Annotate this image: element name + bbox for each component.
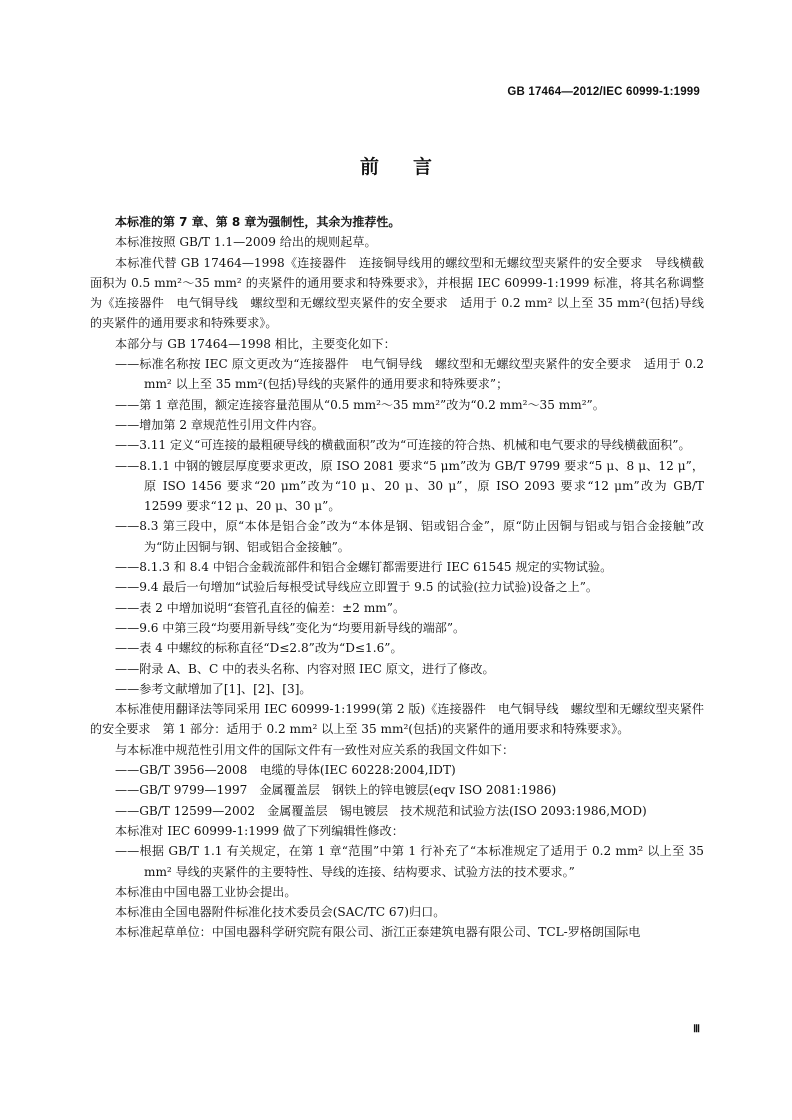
- standard-code-header: GB 17464—2012/IEC 60999-1:1999: [507, 86, 700, 98]
- list-item: ——GB/T 3956—2008 电缆的导体(IEC 60228:2004,IDT): [115, 763, 456, 778]
- document-body: [90, 212, 704, 943]
- list-item: ——增加第 2 章规范性引用文件内容。: [115, 417, 324, 432]
- paragraph: 与本标准中规范性引用文件的国际文件有一致性对应关系的我国文件如下：: [115, 742, 515, 757]
- list-item: ——9.6 中第三段“均要用新导线”变化为“均要用新导线的端部”。: [115, 620, 466, 635]
- list-item: ——GB/T 9799—1997 金属覆盖层 钢铁上的锌电镀层(eqv ISO 2081:1986): [115, 783, 557, 798]
- list-item: ——附录 A、B、C 中的表头名称、内容对照 IEC 原文，进行了修改。: [115, 661, 495, 676]
- page-number: Ⅲ: [693, 1024, 700, 1035]
- list-item: ——8.3 第三段中，原“本体是铝合金”改为“本体是钢、铝或铝合金”，原“防止因铜与铝或与铝合金接触”改为“防止因铜与钢、铝或铝合金接触”。: [115, 519, 704, 554]
- paragraph: 本标准的第 7 章、第 8 章为强制性，其余为推荐性。: [115, 215, 401, 229]
- list-item: ——标准名称按 IEC 原文更改为“连接器件 电气铜导线 螺纹型和无螺纹型夹紧件的安全要求 适用于 0.2 mm² 以上至 35 mm²(包括)导线的夹紧件的通用要求和特殊要求”；: [115, 357, 704, 392]
- list-item: ——8.1.1 中钢的镀层厚度要求更改，原 ISO 2081 要求“5 μm”改为 GB/T 9799 要求“5 μ、8 μ、12 μ”，原 ISO 1456 要求“20 μm”改为“10 μ、20 μ、30 μ”，原 ISO 2093 要求“12 μm”改为 GB/T 12599 要求“12 μ、20 μ、30 μ”。: [115, 458, 704, 514]
- paragraph: 本部分与 GB 17464—1998 相比，主要变化如下：: [115, 336, 396, 351]
- paragraph: 本标准起草单位：中国电器科学研究院有限公司、浙江正泰建筑电器有限公司、TCL-罗格朗国际电: [115, 925, 641, 940]
- paragraph: 本标准由中国电器工业协会提出。: [115, 884, 297, 899]
- list-item: ——表 2 中增加说明“套管孔直径的偏差：±2 mm”。: [115, 600, 406, 615]
- paragraph: 本标准使用翻译法等同采用 IEC 60999-1:1999(第 2 版)《连接器件 电气铜导线 螺纹型和无螺纹型夹紧件的安全要求 第 1 部分：适用于 0.2 mm² 以上至 35 mm²(包括)的夹紧件的通用要求和特殊要求》。: [90, 702, 704, 737]
- paragraph: 本标准由全国电器附件标准化技术委员会(SAC/TC 67)归口。: [115, 905, 446, 920]
- paragraph: 本标准对 IEC 60999-1:1999 做了下列编辑性修改：: [115, 823, 404, 838]
- list-item: ——9.4 最后一句增加“试验后每根受试导线应立即置于 9.5 的试验(拉力试验)设备之上”。: [115, 580, 598, 595]
- list-item: ——表 4 中螺纹的标称直径“D≤2.8”改为“D≤1.6”。: [115, 641, 403, 656]
- list-item: ——GB/T 12599—2002 金属覆盖层 锡电镀层 技术规范和试验方法(ISO 2093:1986,MOD): [115, 803, 647, 818]
- paragraph: 本标准按照 GB/T 1.1—2009 给出的规则起草。: [115, 235, 377, 250]
- list-item: ——参考文献增加了[1]、[2]、[3]。: [115, 681, 312, 696]
- paragraph: 本标准代替 GB 17464—1998《连接器件 连接铜导线用的螺纹型和无螺纹型夹紧件的安全要求 导线横截面积为 0.5 mm²～35 mm² 的夹紧件的通用要求和特殊要求》，并根据 IEC 60999-1:1999 标准，将其名称调整为《连接器件 电气铜导线 螺纹型和无螺纹型夹紧件的安全要求 适用于 0.2 mm² 以上至 35 mm²(包括)导线的夹紧件的通用要求和特殊要求》。: [90, 255, 704, 331]
- page-title: 前言: [359, 156, 466, 178]
- list-item: ——根据 GB/T 1.1 有关规定，在第 1 章“范围”中第 1 行补充了“本标准规定了适用于 0.2 mm² 以上至 35 mm² 导线的夹紧件的主要特性、导线的连接、结构要求、试验方法的技术要求。”: [115, 844, 704, 879]
- list-item: ——8.1.3 和 8.4 中铝合金载流部件和铝合金螺钉都需要进行 IEC 61545 规定的实物试验。: [115, 560, 613, 575]
- list-item: ——3.11 定义“可连接的最粗硬导线的横截面积”改为“可连接的符合热、机械和电气要求的导线横截面积”。: [115, 438, 691, 453]
- list-item: ——第 1 章范围，额定连接容量范围从“0.5 mm²～35 mm²”改为“0.2 mm²～35 mm²”。: [115, 397, 605, 412]
